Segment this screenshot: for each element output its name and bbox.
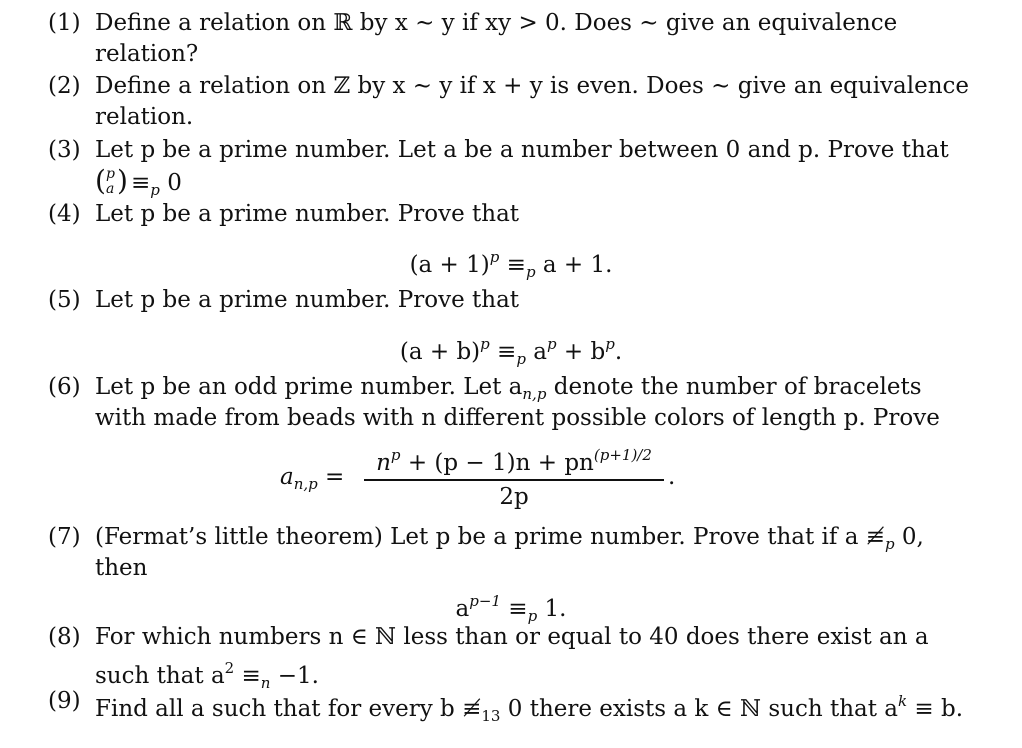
item-6-formula (280, 446, 700, 516)
item-3-line-1: Let p be a prime number. Let a be a number between 0 and p. Prove that (95, 137, 949, 163)
item-6-line-2: with made from beads with n different possible colors of length p. Prove (95, 405, 940, 431)
item-8-line-1: For which numbers n ∈ ℕ less than or equal to 40 does there exist an a (95, 624, 929, 650)
fraction (364, 446, 664, 516)
item-4-number: (4) (48, 201, 81, 227)
item-2-line-1: Define a relation on ℤ by x ∼ y if x + y is even. Does ∼ give an equivalence (95, 73, 970, 99)
item-6-number: (6) (48, 374, 81, 400)
binom-bottom: a (106, 181, 115, 197)
item-4-display: $(a + 1)^p \equiv_p$ a + 1. (409, 248, 613, 281)
item-7-display: $a^{p-1} \equiv_p$ 1. (455, 592, 567, 625)
item-6-line-1: Let p be an odd prime number. Let $a_{n,p}$ denote the number of bracelets (95, 374, 922, 403)
item-8-line-2: such that $a^2 \equiv_n -1$. (95, 659, 319, 692)
item-1-line-2: relation? (95, 41, 199, 67)
item-7-number: (7) (48, 524, 81, 550)
binom-right-paren: ) (117, 164, 128, 197)
item-2-line-2: relation. (95, 104, 194, 130)
item-4-line-1: Let p be a prime number. Prove that (95, 201, 520, 227)
item-1-number: (1) (48, 10, 81, 36)
item-3-number: (3) (48, 137, 81, 163)
formula-lhs: $a_{n,p}$ = (280, 464, 345, 493)
item-1-line-1: Define a relation on ℝ by x ∼ y if xy > 0. Does ∼ give an equivalence (95, 10, 898, 36)
item-5-line-1: Let p be a prime number. Prove that (95, 287, 520, 313)
formula-period: . (668, 464, 676, 490)
item-7-line-2: then (95, 555, 148, 581)
item-9-number: (9) (48, 688, 81, 714)
item-2-number: (2) (48, 73, 81, 99)
item-5-number: (5) (48, 287, 81, 313)
binom-top: p (106, 166, 115, 182)
item-5-display: $(a + b)^p \equiv_p$ $a^p + b^p$. (399, 335, 623, 368)
binom-congruence: $\equiv_p$ 0 (131, 170, 182, 199)
item-9-line-1: Find all a such that for every b $≢_{13}$ 0 there exists a k ∈ ℕ such that $a^k \equiv b$. (95, 692, 964, 725)
fraction-numerator: $n^p + (p - 1)n + pn^{(p+1)/2}$ (376, 446, 652, 476)
item-7-line-1: (Fermat’s little theorem) Let p be a prime number. Prove that if a $≢_p$ 0, (95, 524, 924, 553)
binom-left-paren: ( (95, 164, 106, 197)
fraction-bar (364, 479, 664, 481)
fraction-denominator: 2p (499, 484, 529, 510)
item-8-number: (8) (48, 624, 81, 650)
